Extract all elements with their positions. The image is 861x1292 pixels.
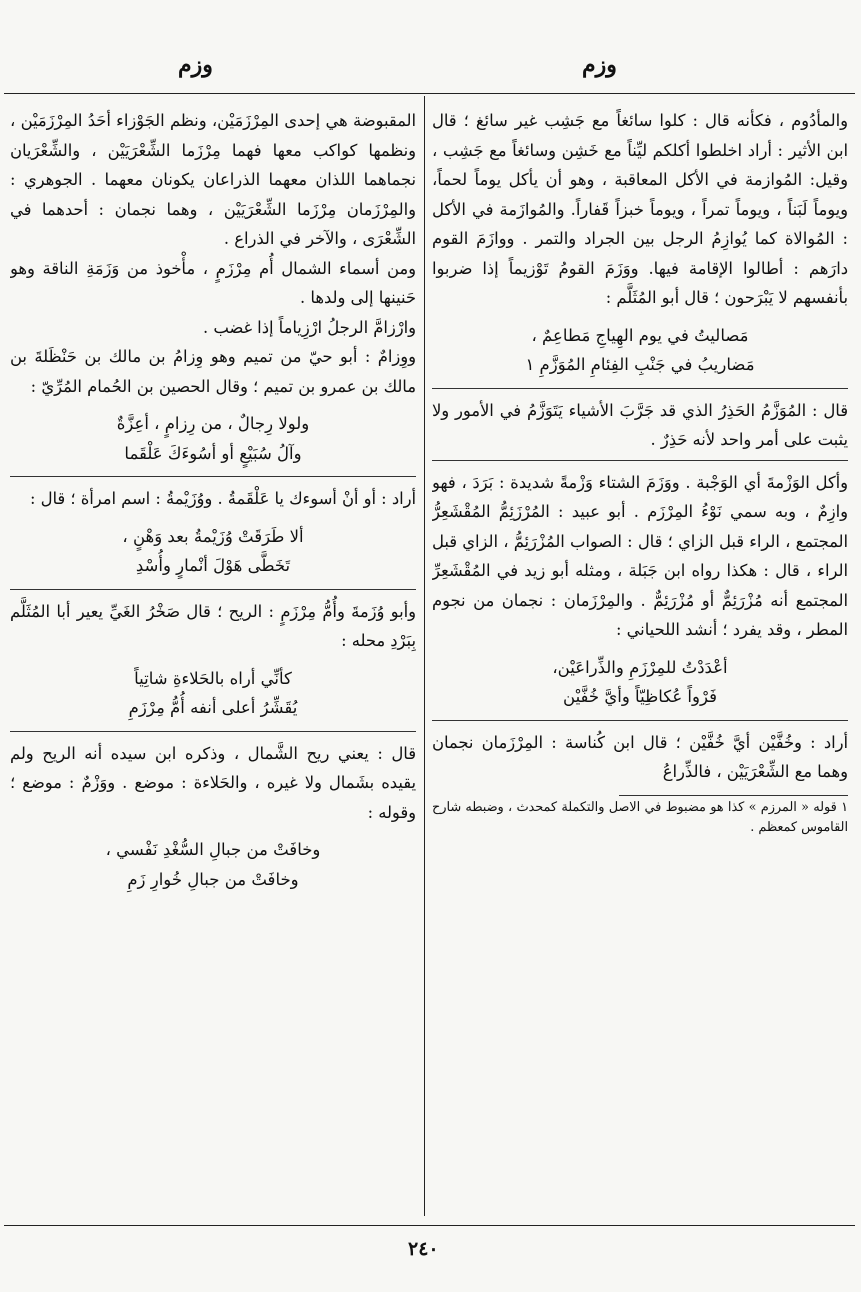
running-head-right: وزم — [582, 52, 617, 78]
entry-paragraph: ومن أسماء الشمال أُم مِرْزَمٍ ، مأْخوذ من وَزَمَةِ الناقة وهو حَنينها إلى ولدها . — [10, 258, 416, 307]
entry-paragraph: وارْزامَّ الرجلُ ارْزِياماً إذا غضب . — [203, 317, 416, 337]
verse-line: ولولا رِجالٌ ، من رِزامٍ ، أعِزَّةٌ — [116, 414, 310, 433]
entry-paragraph: قال : يعني ريح الشَّمال ، وذكره ابن سيده أنه الريح ولم يقيده بشَمال ولا غيره ، والحَلاءة : موضع . ووَزْمٌ : موضع ؛ وقوله : — [10, 743, 416, 822]
entry-paragraph: أراد : أو أنْ أسوءك يا عَلْقَمةُ . ووُزَيْمةُ : اسم امرأة ؛ قال : — [29, 489, 416, 508]
verse-line: أعْدَدْتُ للمِرْزَمِ والذِّراعَيْن، — [552, 657, 728, 677]
verse — [10, 835, 416, 894]
verse-line: كأنِّي أراه بالحَلاءةِ شاتِياً — [134, 668, 292, 688]
verse — [432, 321, 848, 380]
verse-line: فَرْواً عُكاظِيّاً وأيَّ خُفَّيْن — [563, 687, 717, 706]
verse — [432, 653, 848, 712]
verse-line: وآلُ سُبَيْعٍ أو أسُوءَكَ عَلْقَما — [124, 443, 302, 463]
verse-line: ألا طَرَقَتْ وُزَيْمةُ بعد وَهْنٍ ، — [122, 526, 304, 546]
entry-paragraph: أراد : وخُفَّيْن أيَّ خُفَّيْن ؛ قال ابن كُناسة : المِرْزَمان نجمان وهما مع الشِّعْرَيَيْن ، فالذِّراعُ — [432, 732, 848, 781]
separator — [432, 388, 848, 389]
verse-line: وخافَتْ من جبالِ خُوارِ زَمِ — [127, 869, 299, 889]
verse-line: مَصاليتُ في يوم الهِياجِ مَطاعِمٌ ، — [531, 325, 749, 345]
entry-paragraph: قال : المُوَزَّمُ الحَذِرُ الذي قد جَرَّبَ الأشياء يَتَوَزَّمُ في الأمور ولا يثبت على أمر واحد لأنه حَذِرٌ . — [432, 400, 848, 449]
entry-paragraph: وأبو وُزَمةَ وأُمُّ مِرْزَمٍ : الريح ؛ قال صَخْرُ الغَيِّ يعير أبا المُثَلَّم بِبَرْدِ محله : — [10, 601, 416, 650]
verse-line: مَضاريبُ في جَنْبِ الفِئامِ المُوَزَّمِ ١ — [525, 355, 755, 374]
separator — [432, 720, 848, 721]
header-rule — [4, 93, 855, 94]
verse — [10, 522, 416, 581]
running-head-left: وزم — [178, 52, 213, 78]
verse-line: يُقَشِّرُ أعلى أنفه أُمُّ مِرْزَمِ — [128, 698, 298, 717]
entry-paragraph: المقبوضة هي إحدى المِرْزَمَيْن، ونظم الجَوْزاء أحَدُ المِرْزَمَيْن ، ونظمها كواكب معها فهما مِرْزَما الشِّعْرَيَيْن ، والشِّعْرَيان نجماهما اللذان معهما الذراعان يكونان معهما . الجوهري : والمِرْزَمان مِرْزَما الشِّعْرَيَيْن ، وهما نجمان : أحدهما في الشِّعْرَى ، والآخر في الذراع . — [10, 111, 416, 248]
footnote-rule — [619, 795, 848, 796]
right-column — [432, 106, 848, 1216]
verse — [10, 409, 416, 468]
page-number: ٢٤٠ — [408, 1238, 439, 1260]
entry-paragraph: والمأدُوم ، فكأنه قال : كلوا سائغاً مع جَشِب غير سائغ ؛ قال ابن الأثير : أراد اخلطوا أكلكم ليِّناً مع خَشِن وسائغاً مع جَشِب ، وقيل: المُوازمة في الأكل المعاقبة ، وهو أن يأكل يوماً لحماً، ويوماً لَبَناً ، ويوماً تمراً ، ويوماً خبزاً قَفاراً. والمُوازَمة في الأكل : المُوالاة كما يُوازِمُ الرجل بين الجراد والتمر . ووازَمَ القوم دارَهم : أطالوا الإقامة فيها. ووَزَمَ القومُ تَوْزيماً إذا ضربوا بأنفسهم لا يَبْرَحون ؛ قال أبو المُثَلَّم : — [432, 111, 848, 307]
entry-paragraph: ووِزامٌ : أبو حيّ من تميم وهو وِزامُ بن مالك بن حَنْظَلةَ بن مالك بن عمرو بن تميم ؛ وقال الحصين بن الحُمام المُرِّيّ : — [10, 347, 416, 396]
separator — [432, 460, 848, 461]
footnote: ١ قوله « المرزم » كذا هو مضبوط في الاصل والتكملة كمحدث ، وضبطه شارح القاموس كمعظم . — [432, 799, 848, 835]
footer-rule — [4, 1225, 855, 1226]
verse-line: وخافَتْ من جبالِ السُّغْدِ نَفْسي ، — [105, 840, 321, 859]
separator — [10, 476, 416, 477]
verse — [10, 664, 416, 723]
entry-paragraph: وأكل الوَزْمةَ أي الوَجْبة . ووَزَمَ الشتاء وَزْمةً شديدة : بَرَدَ ، فهو وازِمٌ ، وبه سمي نَوْءُ المِرْزَم . أبو عبيد : المُرْزَئِمُّ المُقْشَعِرُّ المجتمع ، الراء قبل الزاي ؛ قال : الصواب المُزْرَئِمُّ ، الزاي قبل الراء ، قال : هكذا رواه ابن جَبَلة ، ومثله أبو زيد في المُقْشَعِرِّ المجتمع أنه مُزْرَئِمٌّ أو مُزْرَئِمٌّ . والمِرْزَمان : نجمان من نجوم المطر ، وقد يفرد ؛ أنشد اللحياني : — [432, 472, 848, 639]
separator — [10, 731, 416, 732]
column-divider — [424, 96, 425, 1216]
separator — [10, 589, 416, 590]
verse-line: تَخَطَّى هَوْلَ أنْمارٍ وأُسْدِ — [135, 556, 291, 575]
left-column — [10, 106, 416, 1216]
